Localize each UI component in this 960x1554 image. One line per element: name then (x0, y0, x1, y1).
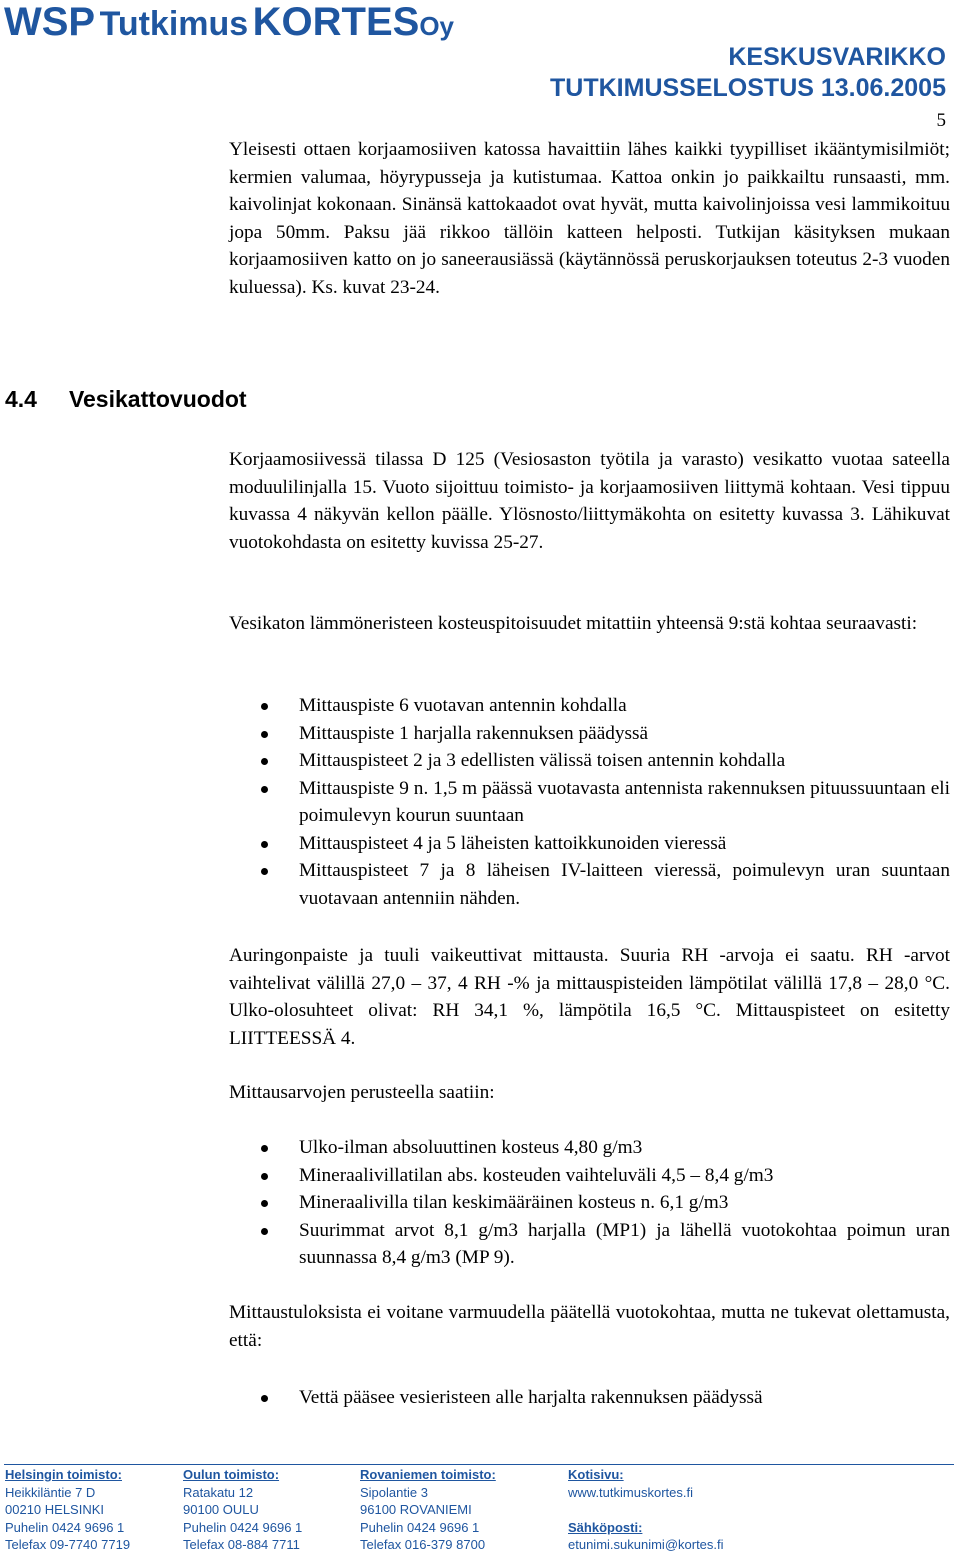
footer-divider (4, 1464, 954, 1465)
logo-tutkimus: Tutkimus (99, 5, 249, 43)
section-title: Vesikattovuodot (68, 386, 247, 412)
paragraph-results-intro: Mittausarvojen perusteella saatiin: (229, 1082, 495, 1103)
bullet-icon (261, 868, 268, 875)
logo-kortes: KORTES (252, 0, 420, 44)
measurement-points-list (229, 692, 950, 912)
footer-helsinki: Helsingin toimisto: Heikkiläntie 7 D 00210 HELSINKI Puhelin 0424 9696 1 Telefax 09-7740 7719 (5, 1467, 131, 1552)
paragraph-conclusion: Mittaustuloksista ei voitane varmuudella päätellä vuotokohtaa, mutta ne tukevat olettamusta, että: (229, 1302, 950, 1351)
document-header (550, 42, 946, 104)
list-item: Mineraalivillatilan abs. kosteuden vaihteluväli 4,5 – 8,4 g/m3 (229, 1162, 950, 1190)
section-number: 4.4 (5, 386, 37, 412)
bullet-icon (261, 758, 268, 765)
list-item: Mittauspisteet 7 ja 8 läheisen IV-laitteen vieressä, poimulevyn uran suuntaan vuotavaan antenniin nähden. (229, 857, 950, 912)
bullet-icon (261, 1228, 268, 1235)
results-list (229, 1134, 950, 1272)
document-title: KESKUSVARIKKO (728, 43, 946, 71)
list-item: Mittauspiste 6 vuotavan antennin kohdalla (229, 692, 950, 720)
bullet-icon (261, 1200, 268, 1207)
bullet-icon (261, 703, 268, 710)
bullet-icon (261, 1173, 268, 1180)
paragraph-conditions: Auringonpaiste ja tuuli vaikeuttivat mittausta. Suuria RH -arvoja ei saatu. RH -arvot vaihtelivat välillä 27,0 – 37, 4 RH -% ja mittauspisteiden lämpötilat välillä 17,8 – 28,0 °C. Ulko-olosuhteet olivat: RH 34,1 %, lämpötila 16,5 °C. Mittauspisteet on esitetty LIITTEESSÄ 4. (229, 945, 950, 1049)
list-item: Suurimmat arvot 8,1 g/m3 harjalla (MP1) ja lähellä vuotokohtaa poimun uran suunnassa 8,4 g/m3 (MP 9). (229, 1217, 950, 1272)
paragraph-measurements-intro: Vesikaton lämmöneristeen kosteuspitoisuudet mitattiin yhteensä 9:stä kohtaa seuraavasti: (229, 613, 918, 634)
logo-oy: Oy (419, 11, 455, 41)
footer-web: Kotisivu: www.tutkimuskortes.fi Sähköposti: etunimi.sukunimi@kortes.fi (568, 1467, 724, 1552)
footer-oulu: Oulun toimisto: Ratakatu 12 90100 OULU Puhelin 0424 9696 1 Telefax 08-884 7711 (183, 1467, 303, 1552)
bullet-icon (261, 1145, 268, 1152)
list-item: Ulko-ilman absoluuttinen kosteus 4,80 g/m3 (229, 1134, 950, 1162)
list-item: Mittauspisteet 2 ja 3 edellisten välissä toisen antennin kohdalla (229, 747, 950, 775)
website-link[interactable]: www.tutkimuskortes.fi (568, 1484, 693, 1500)
list-item: Mineraalivilla tilan keskimääräinen kosteus n. 6,1 g/m3 (229, 1189, 950, 1217)
company-logo (4, 0, 454, 45)
section-heading (5, 386, 247, 413)
page-number: 5 (936, 110, 946, 131)
list-item: Vettä pääsee vesieristeen alle harjalta rakennuksen päädyssä (229, 1384, 950, 1412)
paragraph-leak-location: Korjaamosiivessä tilassa D 125 (Vesiosaston työtila ja varasto) vesikatto vuotaa sateella moduulilinjalla 15. Vuoto sijoittuu toimisto- ja korjaamosiiven liittymä kohtaan. Vesi tippuu kuvassa 4 näkyvän kellon päälle. Ylösnosto/liittymäkohta on esitetty kuvassa 3. Lähikuvat vuotokohdasta on esitetty kuvissa 25-27. (229, 449, 950, 553)
intro-paragraph: Yleisesti ottaen korjaamosiiven katossa havaittiin lähes kaikki tyypilliset ikääntymisilmiöt; kermien valumaa, höyrypusseja ja kutistumaa. Kattoa onkin jo paikkailtu runsaasti, mm. kaivolinjat kokonaan. Sinänsä kattokaadot ovat hyvät, mutta kaivolinjoissa vesi lammikoituu jopa 50mm. Paksu jää rikkoo tällöin katteen helposti. Tutkijan käsityksen mukaan korjaamosiiven katto on jo saneerausiässä (käytännössä peruskorjauksen toteutus 2-3 vuoden kuluessa). Ks. kuvat 23-24. (229, 139, 950, 298)
email-link[interactable]: etunimi.sukunimi@kortes.fi (568, 1537, 724, 1552)
conclusion-list (229, 1384, 950, 1412)
list-item: Mittauspiste 1 harjalla rakennuksen päädyssä (229, 720, 950, 748)
list-item: Mittauspiste 9 n. 1,5 m päässä vuotavasta antennista rakennuksen pituussuuntaan eli poimulevyn kourun suuntaan (229, 775, 950, 830)
bullet-icon (261, 841, 268, 848)
bullet-icon (261, 731, 268, 738)
list-item: Mittauspisteet 4 ja 5 läheisten kattoikkunoiden vieressä (229, 830, 950, 858)
logo-wsp: WSP (4, 0, 96, 44)
document-subtitle: TUTKIMUSSELOSTUS 13.06.2005 (550, 74, 946, 102)
bullet-icon (261, 1395, 268, 1402)
bullet-icon (261, 786, 268, 793)
footer-rovaniemi: Rovaniemen toimisto: Sipolantie 3 96100 ROVANIEMI Puhelin 0424 9696 1 Telefax 016-379 8700 (360, 1467, 496, 1552)
